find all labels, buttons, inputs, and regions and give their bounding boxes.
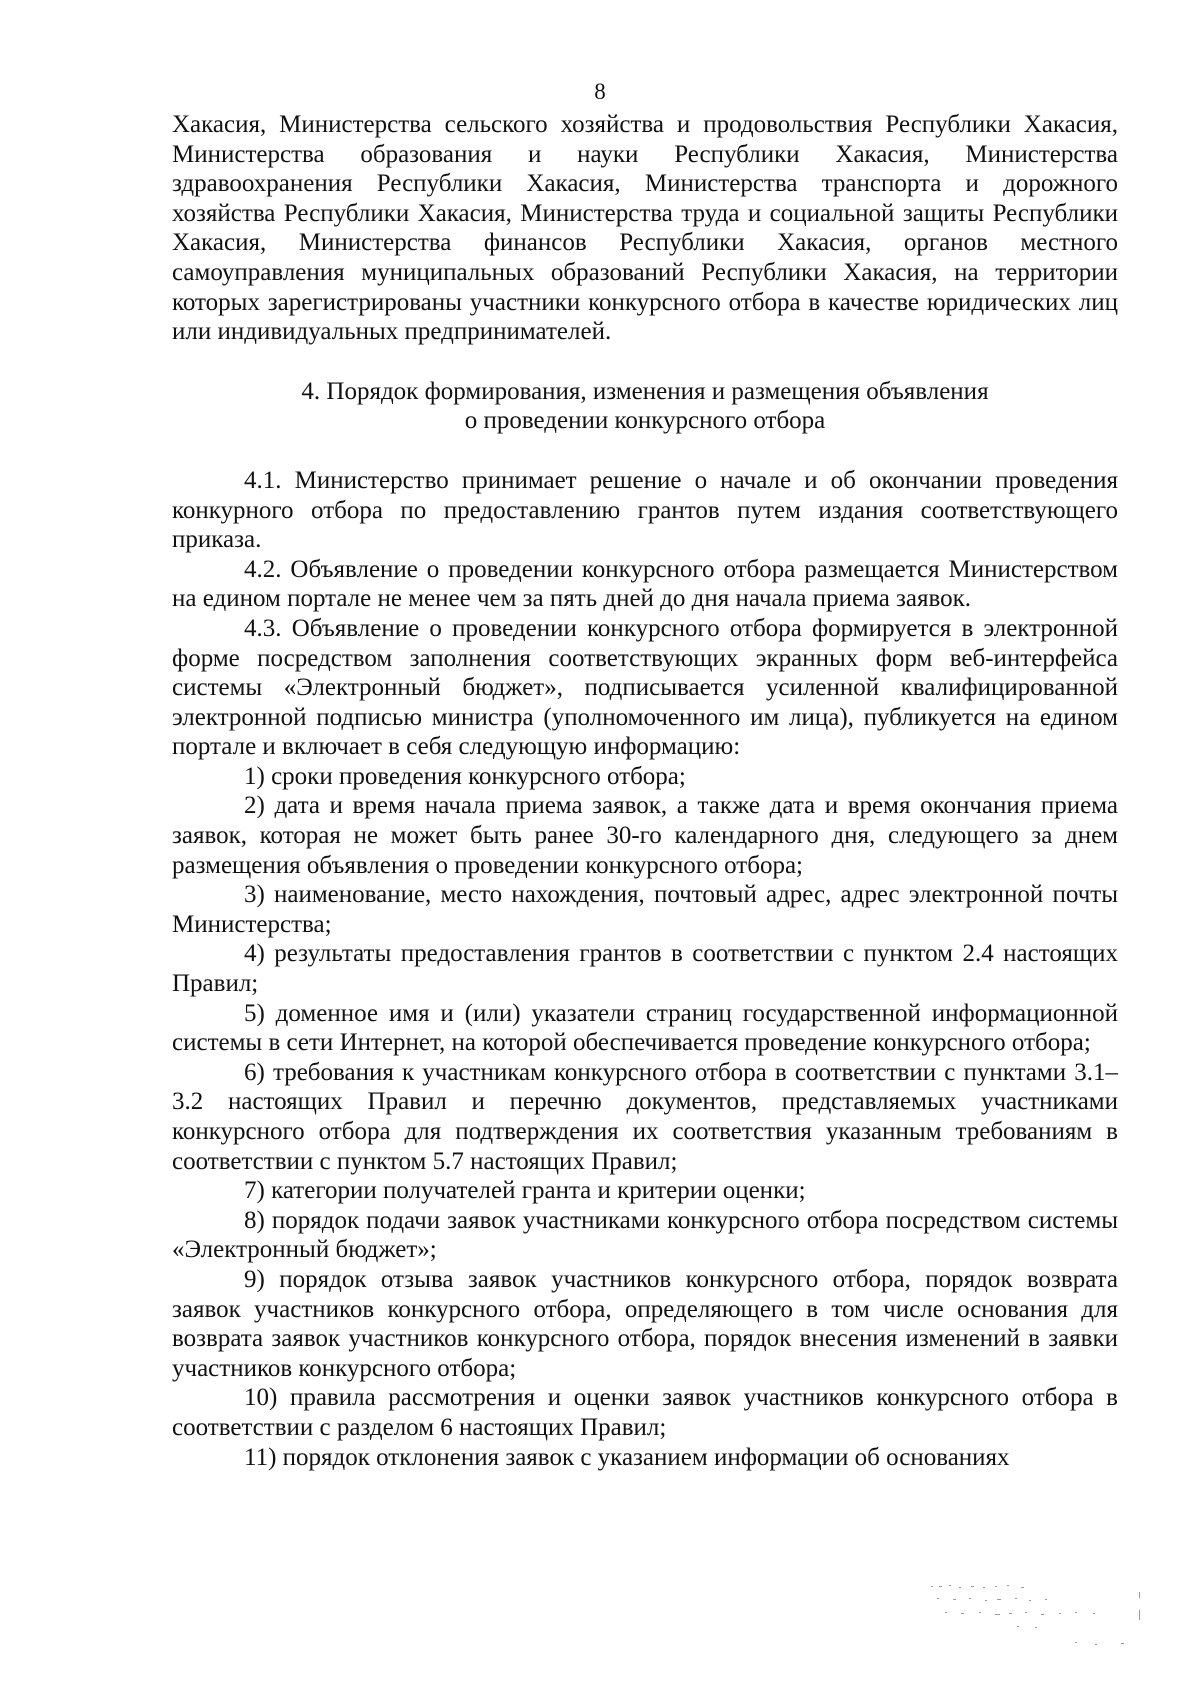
scan-noise-specks (925, 1582, 1150, 1654)
section-heading-line-1: 4. Порядок формирования, изменения и размещения объявления (301, 377, 989, 405)
intro-paragraph: Хакасия, Министерства сельского хозяйства и продовольствия Республики Хакасия, Министерства образования и науки Республики Хакасия, Министерства здравоохранения Республики Хакасия, Министерства транспорта и дорожного хозяйства Республики Хакасия, Министерства труда и социальной защиты Республики Хакасия, Министерства финансов Республики Хакасия, органов местного самоуправления муниципальных образований Республики Хакасия, на территории которых зарегистрированы участники конкурсного отбора в качестве юридических лиц или индивидуальных предпринимателей. (172, 111, 1118, 346)
list-item-3: 3) наименование, место нахождения, почтовый адрес, адрес электронной почты Министерства; (172, 881, 1118, 938)
document-body (172, 110, 1118, 1472)
list-item-5: 5) доменное имя и (или) указатели страниц государственной информационной системы в сети Интернет, на которой обеспечивается проведение конкурсного отбора; (172, 999, 1118, 1057)
section-heading (172, 377, 1118, 436)
list-item-1: 1) сроки проведения конкурсного отбора; (244, 762, 686, 790)
list-item-8: 8) порядок подачи заявок участниками конкурсного отбора посредством системы «Электронный бюджет»; (172, 1206, 1118, 1264)
list-item-2: 2) дата и время начала приема заявок, а также дата и время окончания приема заявок, которая не может быть ранее 30-го календарного дня, следующего за днем размещения объявления о проведении конкурсного отбора; (172, 792, 1118, 879)
section-heading-line-2: о проведении конкурсного отбора (464, 407, 826, 435)
paragraph-4-1: 4.1. Министерство принимает решение о начале и об окончании проведения конкурного отбора по предоставлению грантов путем издания соответствующего приказа. (172, 466, 1118, 554)
list-item-6: 6) требования к участникам конкурсного отбора в соответствии с пунктами 3.1–3.2 настоящих Правил и перечню документов, представляемых участниками конкурсного отбора для подтверждения их соответствия указанным требованиям в соответствии с пунктом 5.7 настоящих Правил; (172, 1058, 1118, 1175)
list-item-7: 7) категории получателей гранта и критерии оценки; (244, 1177, 806, 1205)
paragraph-4-2: 4.2. Объявление о проведении конкурсного отбора размещается Министерством на едином портале не менее чем за пять дней до дня начала приема заявок. (172, 555, 1118, 613)
list-item-9: 9) порядок отзыва заявок участников конкурсного отбора, порядок возврата заявок участников конкурсного отбора, определяющего в том числе основания для возврата заявок участников конкурсного отбора, порядок внесения изменений в заявки участников конкурсного отбора; (172, 1265, 1118, 1382)
list-item-10: 10) правила рассмотрения и оценки заявок участников конкурсного отбора в соответствии с разделом 6 настоящих Правил; (172, 1384, 1118, 1441)
list-item-4: 4) результаты предоставления грантов в соответствии с пунктом 2.4 настоящих Правил; (172, 940, 1118, 998)
paragraph-4-3: 4.3. Объявление о проведении конкурсного отбора формируется в электронной форме посредством заполнения соответствующих экранных форм веб-интерфейса системы «Электронный бюджет», подписывается усиленной квалифицированной электронной подписью министра (уполномоченного им лица), публикуется на едином портале и включает в себя следующую информацию: (172, 614, 1118, 761)
list-item-11: 11) порядок отклонения заявок с указанием информации об основаниях (244, 1443, 1010, 1471)
page-number: 8 (594, 79, 606, 104)
